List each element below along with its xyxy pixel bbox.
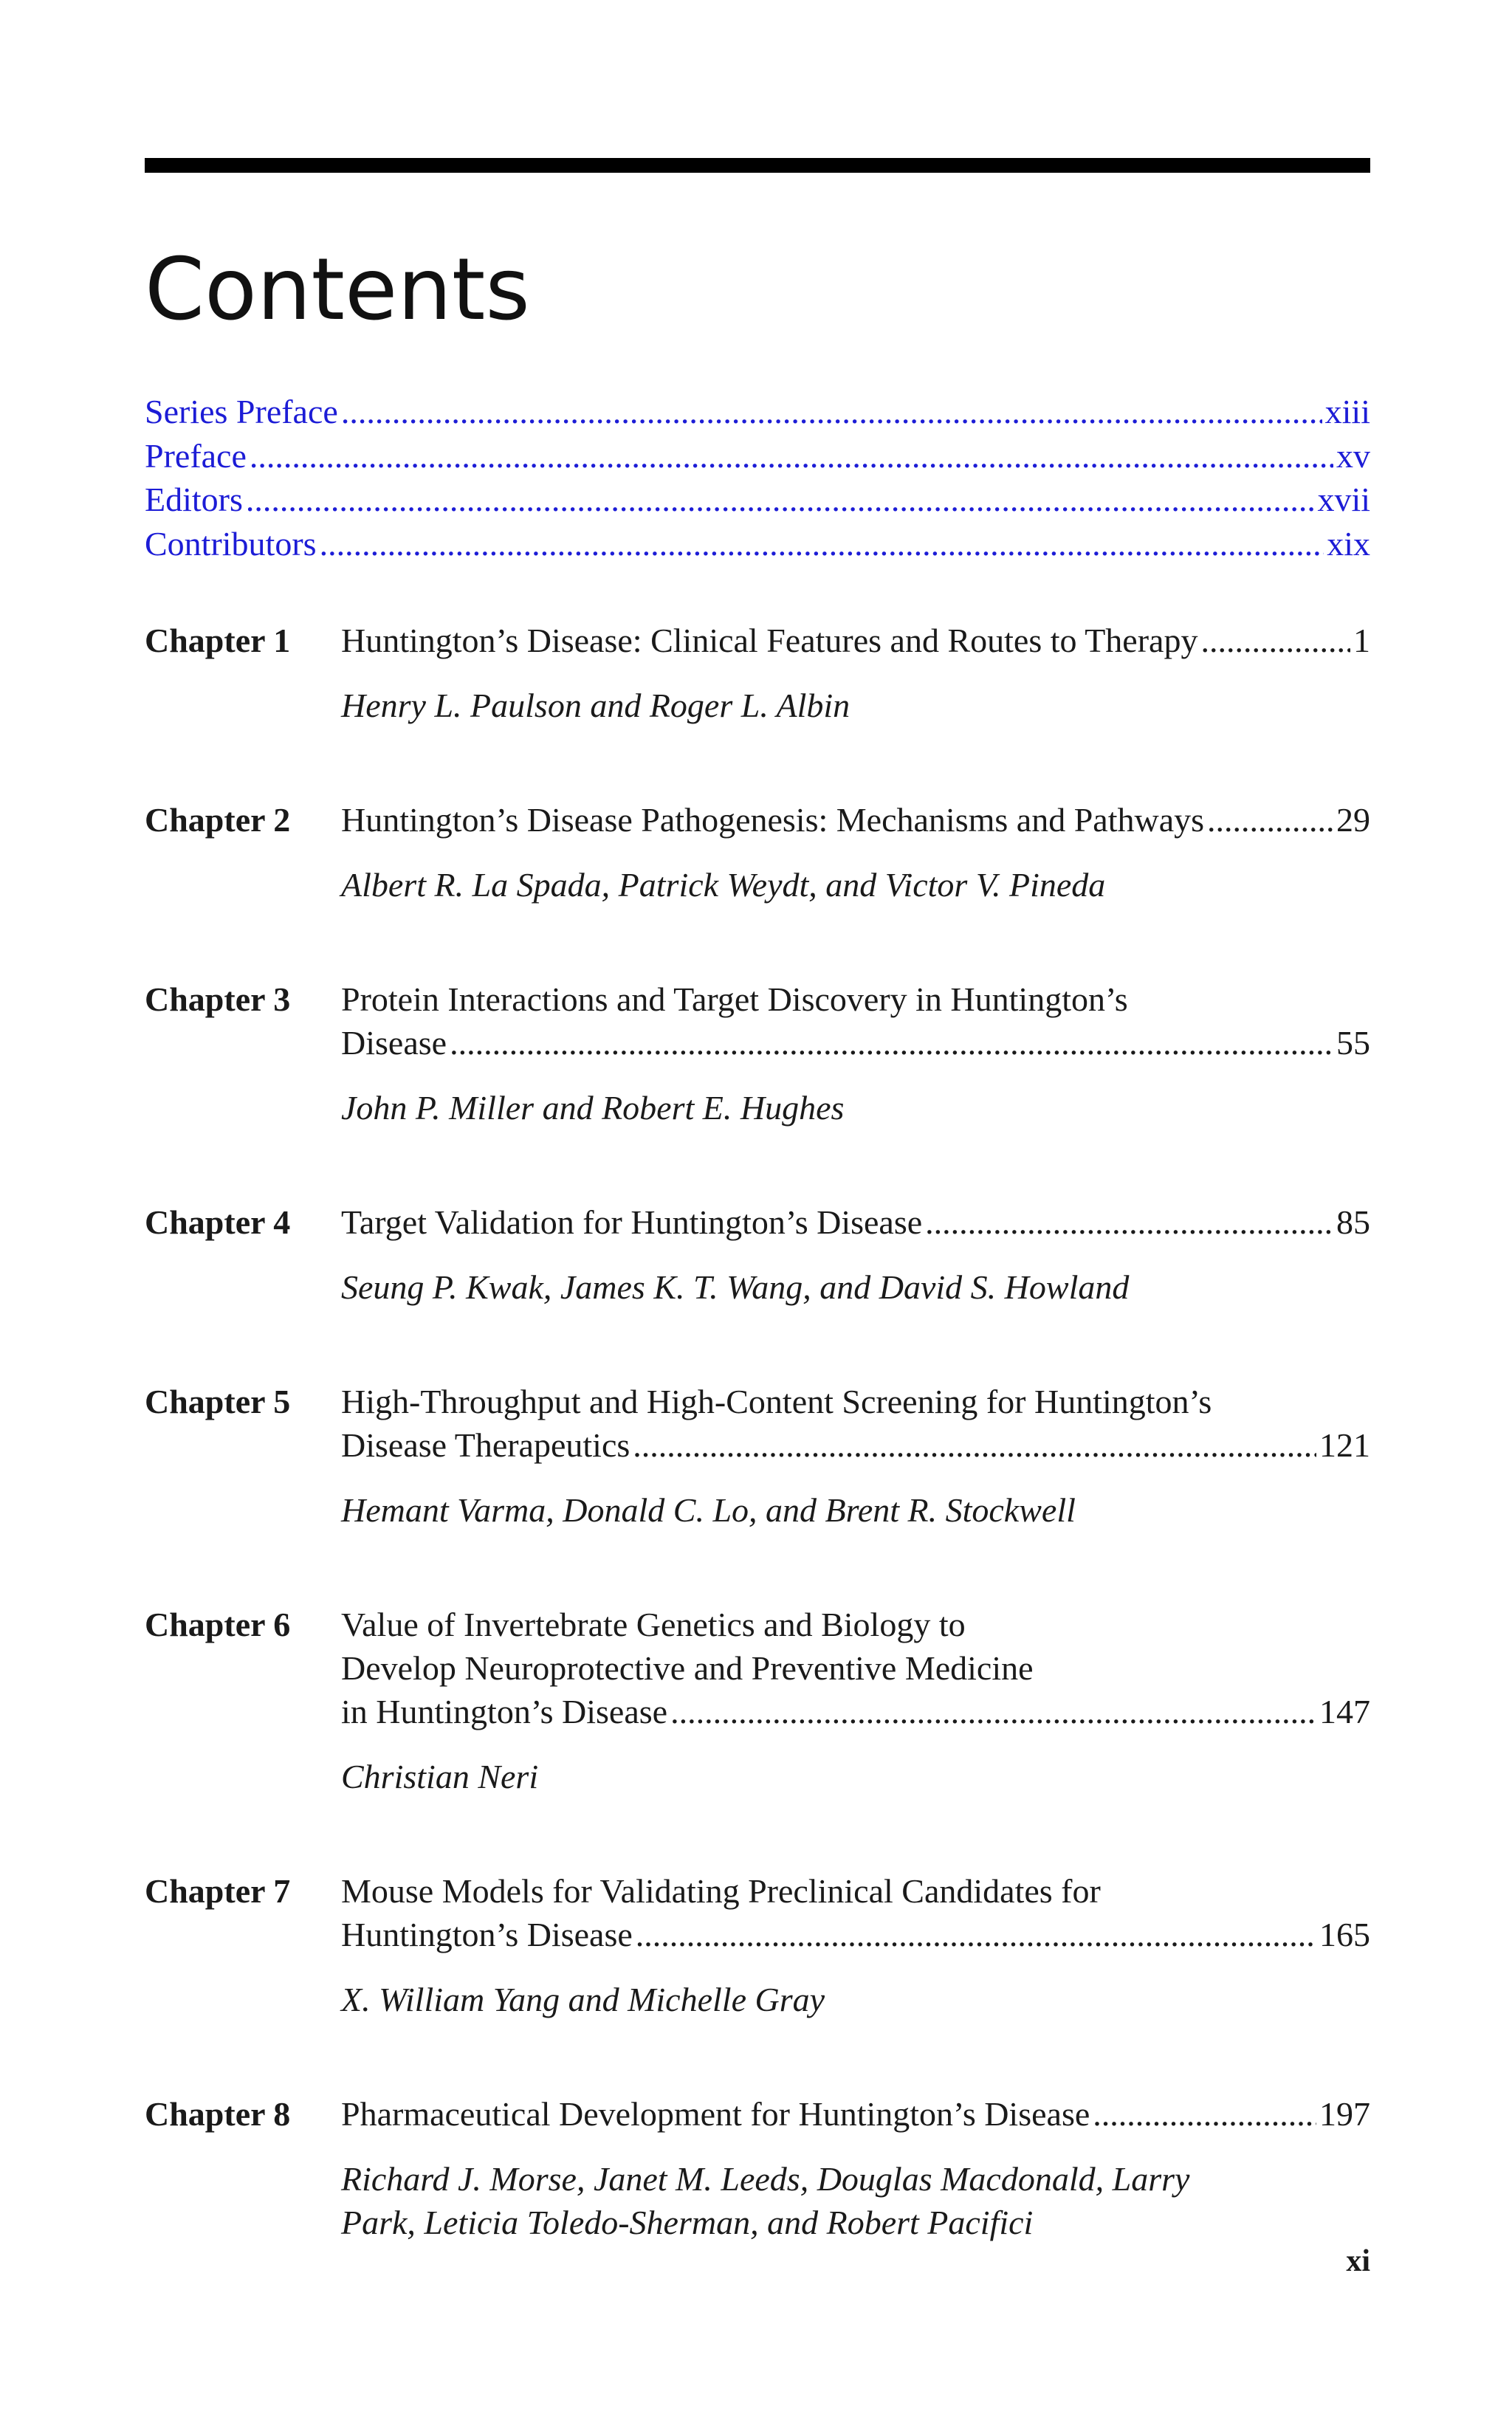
chapter-page-number: 29: [1336, 801, 1370, 839]
chapter-page-number: 1: [1353, 622, 1370, 659]
dot-leader: [320, 522, 1324, 566]
toc-entry-label: Contributors: [145, 524, 317, 563]
chapter-title-last-line: [341, 619, 1370, 662]
chapter-title-last-line: [341, 1690, 1370, 1733]
chapter-authors: [341, 863, 1370, 907]
chapter-authors: [341, 1265, 1370, 1309]
chapter-entry: [145, 977, 1370, 1129]
chapter-label: Chapter 7: [145, 1872, 291, 1910]
chapter-label: Chapter 3: [145, 980, 291, 1018]
dot-leader: [1093, 2092, 1316, 2136]
dot-leader: [1200, 619, 1350, 662]
chapter-page-number: 147: [1319, 1693, 1370, 1730]
chapter-title-text: Huntington’s Disease Pathogenesis: Mechanisms and Pathways: [341, 801, 1205, 839]
chapter-page-number: 197: [1319, 2095, 1370, 2133]
chapter-body: [341, 1869, 1370, 2021]
chapter-entry: [145, 1200, 1370, 1309]
chapter-page-number: 85: [1336, 1203, 1370, 1241]
chapter-body: [341, 1603, 1370, 1798]
chapter-entry: [145, 1380, 1370, 1532]
chapter-body: [341, 619, 1370, 727]
chapter-title[interactable]: [341, 1603, 1370, 1733]
author-line: X. William Yang and Michelle Gray: [341, 1981, 825, 2018]
chapter-title-last-line: [341, 798, 1370, 842]
author-line: Albert R. La Spada, Patrick Weydt, and Victor V. Pineda: [341, 866, 1106, 904]
chapter-title[interactable]: [341, 619, 1370, 662]
page-title: Contents: [145, 240, 530, 340]
dot-leader: [636, 1913, 1316, 1956]
chapter-title-last-line: [341, 1423, 1370, 1467]
chapter-title-text: Disease Therapeutics: [341, 1426, 630, 1464]
chapter-title[interactable]: [341, 1200, 1370, 1244]
chapter-page-number: 165: [1319, 1916, 1370, 1953]
page-number: xi: [1346, 2244, 1370, 2278]
toc-link-preface[interactable]: [145, 434, 1370, 478]
chapter-label: Chapter 4: [145, 1203, 291, 1241]
chapter-label: Chapter 2: [145, 801, 291, 839]
dot-leader: [633, 1423, 1316, 1467]
chapter-entry: [145, 798, 1370, 907]
chapter-title[interactable]: [341, 1869, 1370, 1956]
chapter-label: Chapter 8: [145, 2095, 291, 2133]
chapter-label: Chapter 5: [145, 1383, 291, 1420]
chapter-body: [341, 977, 1370, 1129]
chapter-title-line: Mouse Models for Validating Preclinical Candidates for: [341, 1872, 1101, 1910]
author-line: Christian Neri: [341, 1758, 539, 1795]
author-line: John P. Miller and Robert E. Hughes: [341, 1089, 845, 1127]
chapter-entry: [145, 2092, 1370, 2244]
toc-link-editors[interactable]: [145, 478, 1370, 522]
author-line: Park, Leticia Toledo-Sherman, and Robert Pacifici: [341, 2204, 1034, 2241]
chapter-label: Chapter 1: [145, 622, 291, 659]
toc-page-number: xix: [1327, 524, 1370, 563]
chapter-authors: [341, 1086, 1370, 1129]
front-matter-list: [145, 390, 1370, 565]
chapter-title[interactable]: [341, 2092, 1370, 2136]
chapter-body: [341, 1200, 1370, 1309]
author-line: Hemant Varma, Donald C. Lo, and Brent R. Stockwell: [341, 1491, 1076, 1529]
chapter-title-last-line: [341, 1200, 1370, 1244]
chapter-title-line: Value of Invertebrate Genetics and Biology to: [341, 1606, 966, 1643]
dot-leader: [1207, 798, 1333, 842]
chapter-authors: [341, 1755, 1370, 1798]
chapter-title-text: Target Validation for Huntington’s Disease: [341, 1203, 923, 1241]
chapter-entry: [145, 1869, 1370, 2021]
chapter-title-text: Huntington’s Disease: Clinical Features and Routes to Therapy: [341, 622, 1198, 659]
chapter-title[interactable]: [341, 798, 1370, 842]
chapter-page-number: 121: [1319, 1426, 1370, 1464]
chapter-page-number: 55: [1336, 1024, 1370, 1062]
author-line: Richard J. Morse, Janet M. Leeds, Douglas Macdonald, Larry: [341, 2160, 1190, 2198]
chapter-body: [341, 798, 1370, 907]
chapter-authors: [341, 1488, 1370, 1532]
dot-leader: [670, 1690, 1316, 1733]
chapter-title[interactable]: [341, 977, 1370, 1065]
toc-entry-label: Series Preface: [145, 393, 338, 430]
dot-leader: [450, 1021, 1333, 1065]
toc-page-number: xv: [1336, 436, 1370, 475]
chapter-entry: [145, 1603, 1370, 1798]
chapter-label: Chapter 6: [145, 1606, 291, 1643]
dot-leader: [246, 478, 1315, 522]
chapter-title-text: Disease: [341, 1024, 447, 1062]
chapter-title[interactable]: [341, 1380, 1370, 1467]
chapter-title-line: High-Throughput and High-Content Screening for Huntington’s: [341, 1383, 1212, 1420]
author-line: Henry L. Paulson and Roger L. Albin: [341, 687, 850, 724]
chapter-title-text: Huntington’s Disease: [341, 1916, 633, 1953]
top-rule: [145, 158, 1370, 173]
toc-link-contributors[interactable]: [145, 522, 1370, 566]
chapter-title-last-line: [341, 1913, 1370, 1956]
chapter-authors: [341, 2157, 1370, 2244]
chapter-authors: [341, 1978, 1370, 2021]
chapter-title-line: Protein Interactions and Target Discovery in Huntington’s: [341, 980, 1128, 1018]
dot-leader: [250, 434, 1333, 478]
chapter-title-line: Develop Neuroprotective and Preventive Medicine: [341, 1649, 1034, 1687]
chapter-title-last-line: [341, 1021, 1370, 1065]
toc-page-number: xvii: [1317, 481, 1370, 518]
chapter-title-text: in Huntington’s Disease: [341, 1693, 668, 1730]
toc-link-series-preface[interactable]: [145, 390, 1370, 434]
contents-page: [145, 0, 1370, 2431]
chapter-body: [341, 2092, 1370, 2244]
author-line: Seung P. Kwak, James K. T. Wang, and David S. Howland: [341, 1268, 1130, 1306]
toc-entry-label: Editors: [145, 481, 243, 518]
chapter-body: [341, 1380, 1370, 1532]
dot-leader: [925, 1200, 1333, 1244]
chapter-authors: [341, 684, 1370, 727]
toc-page-number: xiii: [1324, 393, 1370, 430]
chapter-title-last-line: [341, 2092, 1370, 2136]
dot-leader: [341, 390, 1322, 434]
chapter-list: [145, 619, 1370, 2315]
chapter-entry: [145, 619, 1370, 727]
toc-entry-label: Preface: [145, 436, 247, 475]
chapter-title-text: Pharmaceutical Development for Huntington’s Disease: [341, 2095, 1090, 2133]
